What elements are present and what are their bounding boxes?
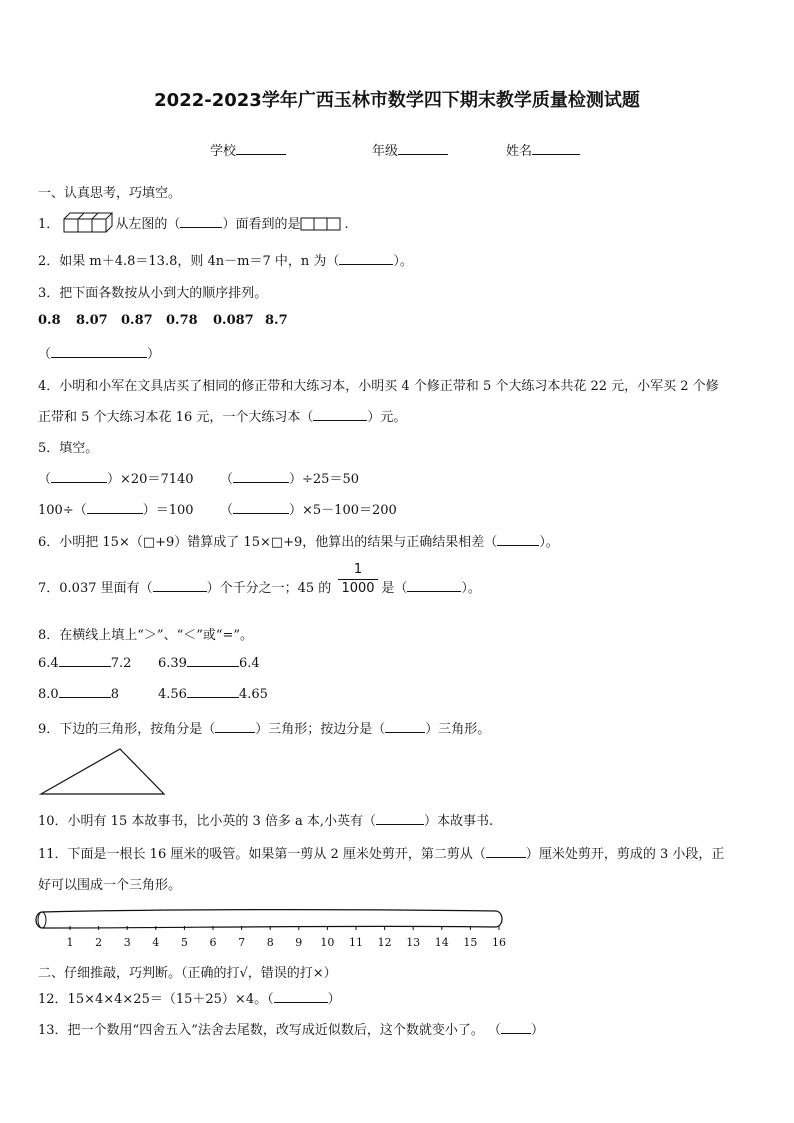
compare-left: 8.0 — [38, 687, 59, 702]
question-1-text-a: 从左图的（ — [115, 217, 181, 232]
grade-field[interactable] — [372, 140, 448, 159]
compare-blank[interactable] — [187, 666, 239, 667]
question-4-line-2 — [38, 406, 406, 425]
ruler-label: 9 — [295, 936, 303, 949]
question-9 — [38, 718, 490, 737]
number-item: 8.07 — [76, 313, 108, 328]
question-7-text-b: ）个千分之一；45 的 — [206, 581, 332, 596]
question-11-text-a: 11．下面是一根长 16 厘米的吸管。如果第一剪从 2 厘米处剪开，第二剪从（ — [38, 847, 486, 862]
question-5-item-3 — [38, 499, 194, 518]
question-1-text-c: . — [344, 217, 349, 232]
question-13 — [38, 1019, 544, 1038]
question-4-blank[interactable] — [313, 420, 367, 421]
question-1 — [38, 213, 349, 236]
grade-label: 年级 — [372, 144, 399, 159]
question-11-line-2: 好可以围成一个三角形。 — [38, 878, 182, 893]
compare-right: 8 — [110, 687, 119, 702]
ruler-label: 15 — [463, 936, 478, 949]
compare-left: 6.39 — [158, 656, 187, 671]
name-label: 姓名 — [506, 144, 533, 159]
compare-left: 4.56 — [158, 687, 187, 702]
name-field[interactable] — [506, 140, 580, 159]
question-11-line-1 — [38, 843, 724, 862]
question-4-text-a: 正带和 5 个大练习本花 16 元，一个大练习本（ — [38, 410, 314, 425]
question-3: 3．把下面各数按从小到大的顺序排列。 — [38, 286, 268, 301]
compare-item — [38, 687, 119, 702]
equation-text: ）×5－100＝200 — [289, 503, 397, 518]
question-5-blank-2[interactable] — [233, 482, 289, 483]
close-paren: ） — [147, 347, 161, 362]
question-11-text-b: ）厘米处剪开，剪成的 3 小段，正 — [525, 847, 725, 862]
ruler-label: 5 — [180, 936, 188, 949]
straw-ruler — [34, 906, 506, 952]
equation-text: ）＝100 — [142, 503, 194, 518]
school-label: 学校 — [210, 144, 237, 159]
question-4-line-1: 4．小明和小军在文具店买了相同的修正带和大练习本，小明买 4 个修正带和 5 个大练习本共花 22 元，小军买 2 个修 — [38, 379, 719, 394]
question-1-blank[interactable] — [180, 227, 222, 228]
ruler-label: 11 — [349, 936, 363, 949]
section-1-heading: 一、认真思考，巧填空。 — [38, 186, 182, 201]
open-paren: （ — [38, 347, 52, 362]
school-field[interactable] — [210, 140, 286, 159]
fraction — [336, 562, 380, 596]
question-6 — [38, 531, 559, 550]
compare-right: 7.2 — [110, 656, 132, 671]
number-item: 0.087 — [213, 313, 254, 328]
compare-item — [158, 687, 268, 702]
question-7-text-c: 是（ — [381, 581, 408, 596]
question-2-text-a: 2．如果 m＋4.8＝13.8，则 4n－m＝7 中，n 为（ — [38, 254, 340, 269]
ruler-label: 16 — [492, 936, 506, 949]
paren-open: （ — [38, 472, 52, 487]
triangle-figure — [40, 748, 166, 796]
question-10-text-b: ）本故事书. — [424, 814, 494, 829]
ruler-label: 13 — [406, 936, 421, 949]
question-9-text-a: 9．下边的三角形，按角分是（ — [38, 722, 216, 737]
question-7 — [38, 577, 481, 596]
compare-right: 6.4 — [238, 656, 260, 671]
number-item: 0.8 — [38, 313, 61, 328]
question-10 — [38, 810, 493, 829]
paren-open: （ — [220, 472, 234, 487]
compare-blank[interactable] — [59, 697, 111, 698]
number-list — [38, 313, 288, 328]
question-3-blank[interactable] — [51, 357, 147, 358]
page-title: 2022-2023学年广西玉林市数学四下期末教学质量检测试题 — [154, 90, 640, 111]
ruler-label: 14 — [434, 936, 449, 949]
compare-right: 4.65 — [238, 687, 268, 702]
equation-prefix: 100÷（ — [38, 503, 87, 518]
question-1-text-b: ）面看到的是 — [222, 217, 301, 232]
equation-text: ）×20＝7140 — [107, 472, 194, 487]
question-9-blank-1[interactable] — [215, 732, 255, 733]
fraction-bar — [338, 579, 378, 580]
question-5-item-2 — [220, 468, 359, 487]
question-12 — [38, 988, 341, 1007]
question-4-text-b: ）元。 — [367, 410, 407, 425]
number-item: 0.78 — [166, 313, 198, 328]
compare-item — [38, 656, 131, 671]
question-5-blank-3[interactable] — [87, 513, 143, 514]
question-9-text-c: ）三角形。 — [425, 722, 491, 737]
ruler-label: 2 — [95, 936, 103, 949]
question-7-blank-1[interactable] — [153, 591, 207, 592]
question-6-text-b: ）。 — [539, 535, 559, 550]
question-7-blank-2[interactable] — [407, 591, 461, 592]
question-12-text-b: ） — [327, 992, 341, 1007]
cube-figure-icon — [63, 212, 115, 234]
question-5-item-4 — [220, 499, 397, 518]
ruler-label: 3 — [123, 936, 131, 949]
question-12-text-a: 12．15×4×4×25＝（15＋25）×4。（ — [38, 992, 274, 1007]
equation-text: ）÷25＝50 — [289, 472, 359, 487]
question-5: 5．填空。 — [38, 441, 99, 456]
ruler-label: 10 — [320, 936, 335, 949]
question-2-text-b: ）。 — [393, 254, 413, 269]
question-7-text-d: ）。 — [461, 581, 481, 596]
question-3-answer — [38, 343, 160, 362]
question-1-number: 1． — [38, 217, 60, 232]
question-5-blank-1[interactable] — [51, 482, 107, 483]
number-item: 8.7 — [265, 313, 288, 328]
question-5-item-1 — [38, 468, 194, 487]
three-squares-view-icon — [300, 217, 344, 231]
question-9-text-b: ）三角形；按边分是（ — [255, 722, 386, 737]
name-blank[interactable] — [532, 154, 580, 155]
compare-blank[interactable] — [59, 666, 111, 667]
grade-blank[interactable] — [398, 154, 448, 155]
question-6-text-a: 6．小明把 15×（□+9）错算成了 15×□+9，他算出的结果与正确结果相差（ — [38, 535, 498, 550]
question-9-blank-2[interactable] — [385, 732, 425, 733]
question-2 — [38, 250, 413, 269]
question-10-text-a: 10．小明有 15 本故事书，比小英的 3 倍多 a 本,小英有（ — [38, 814, 377, 829]
question-7-text-a: 7．0.037 里面有（ — [38, 581, 153, 596]
fraction-numerator: 1 — [353, 562, 363, 577]
compare-left: 6.4 — [38, 656, 59, 671]
compare-item — [158, 656, 260, 671]
compare-blank[interactable] — [187, 697, 239, 698]
question-2-blank[interactable] — [339, 264, 393, 265]
ruler-label: 8 — [266, 936, 274, 949]
section-2-heading: 二、仔细推敲，巧判断。（正确的打√，错误的打×） — [38, 966, 337, 981]
question-13-text-a: 13．把一个数用“四舍五入”法舍去尾数，改写成近似数后，这个数就变小了。 （ — [38, 1023, 501, 1038]
question-13-text-b: ） — [530, 1023, 544, 1038]
fraction-denominator: 1000 — [341, 581, 375, 596]
ruler-label: 7 — [238, 936, 246, 949]
ruler-label: 4 — [152, 936, 160, 949]
school-blank[interactable] — [236, 154, 286, 155]
question-5-blank-4[interactable] — [233, 513, 289, 514]
question-13-blank[interactable] — [501, 1033, 531, 1034]
question-10-blank[interactable] — [376, 824, 424, 825]
question-11-blank[interactable] — [486, 857, 526, 858]
number-item: 0.87 — [121, 313, 153, 328]
question-8: 8．在横线上填上“＞”、“＜”或“=”。 — [38, 628, 254, 643]
ruler-label: 1 — [66, 936, 74, 949]
ruler-label: 12 — [377, 936, 392, 949]
ruler-label: 6 — [209, 936, 217, 949]
paren-open: （ — [220, 503, 234, 518]
question-12-blank[interactable] — [274, 1002, 328, 1003]
question-6-blank[interactable] — [497, 545, 539, 546]
